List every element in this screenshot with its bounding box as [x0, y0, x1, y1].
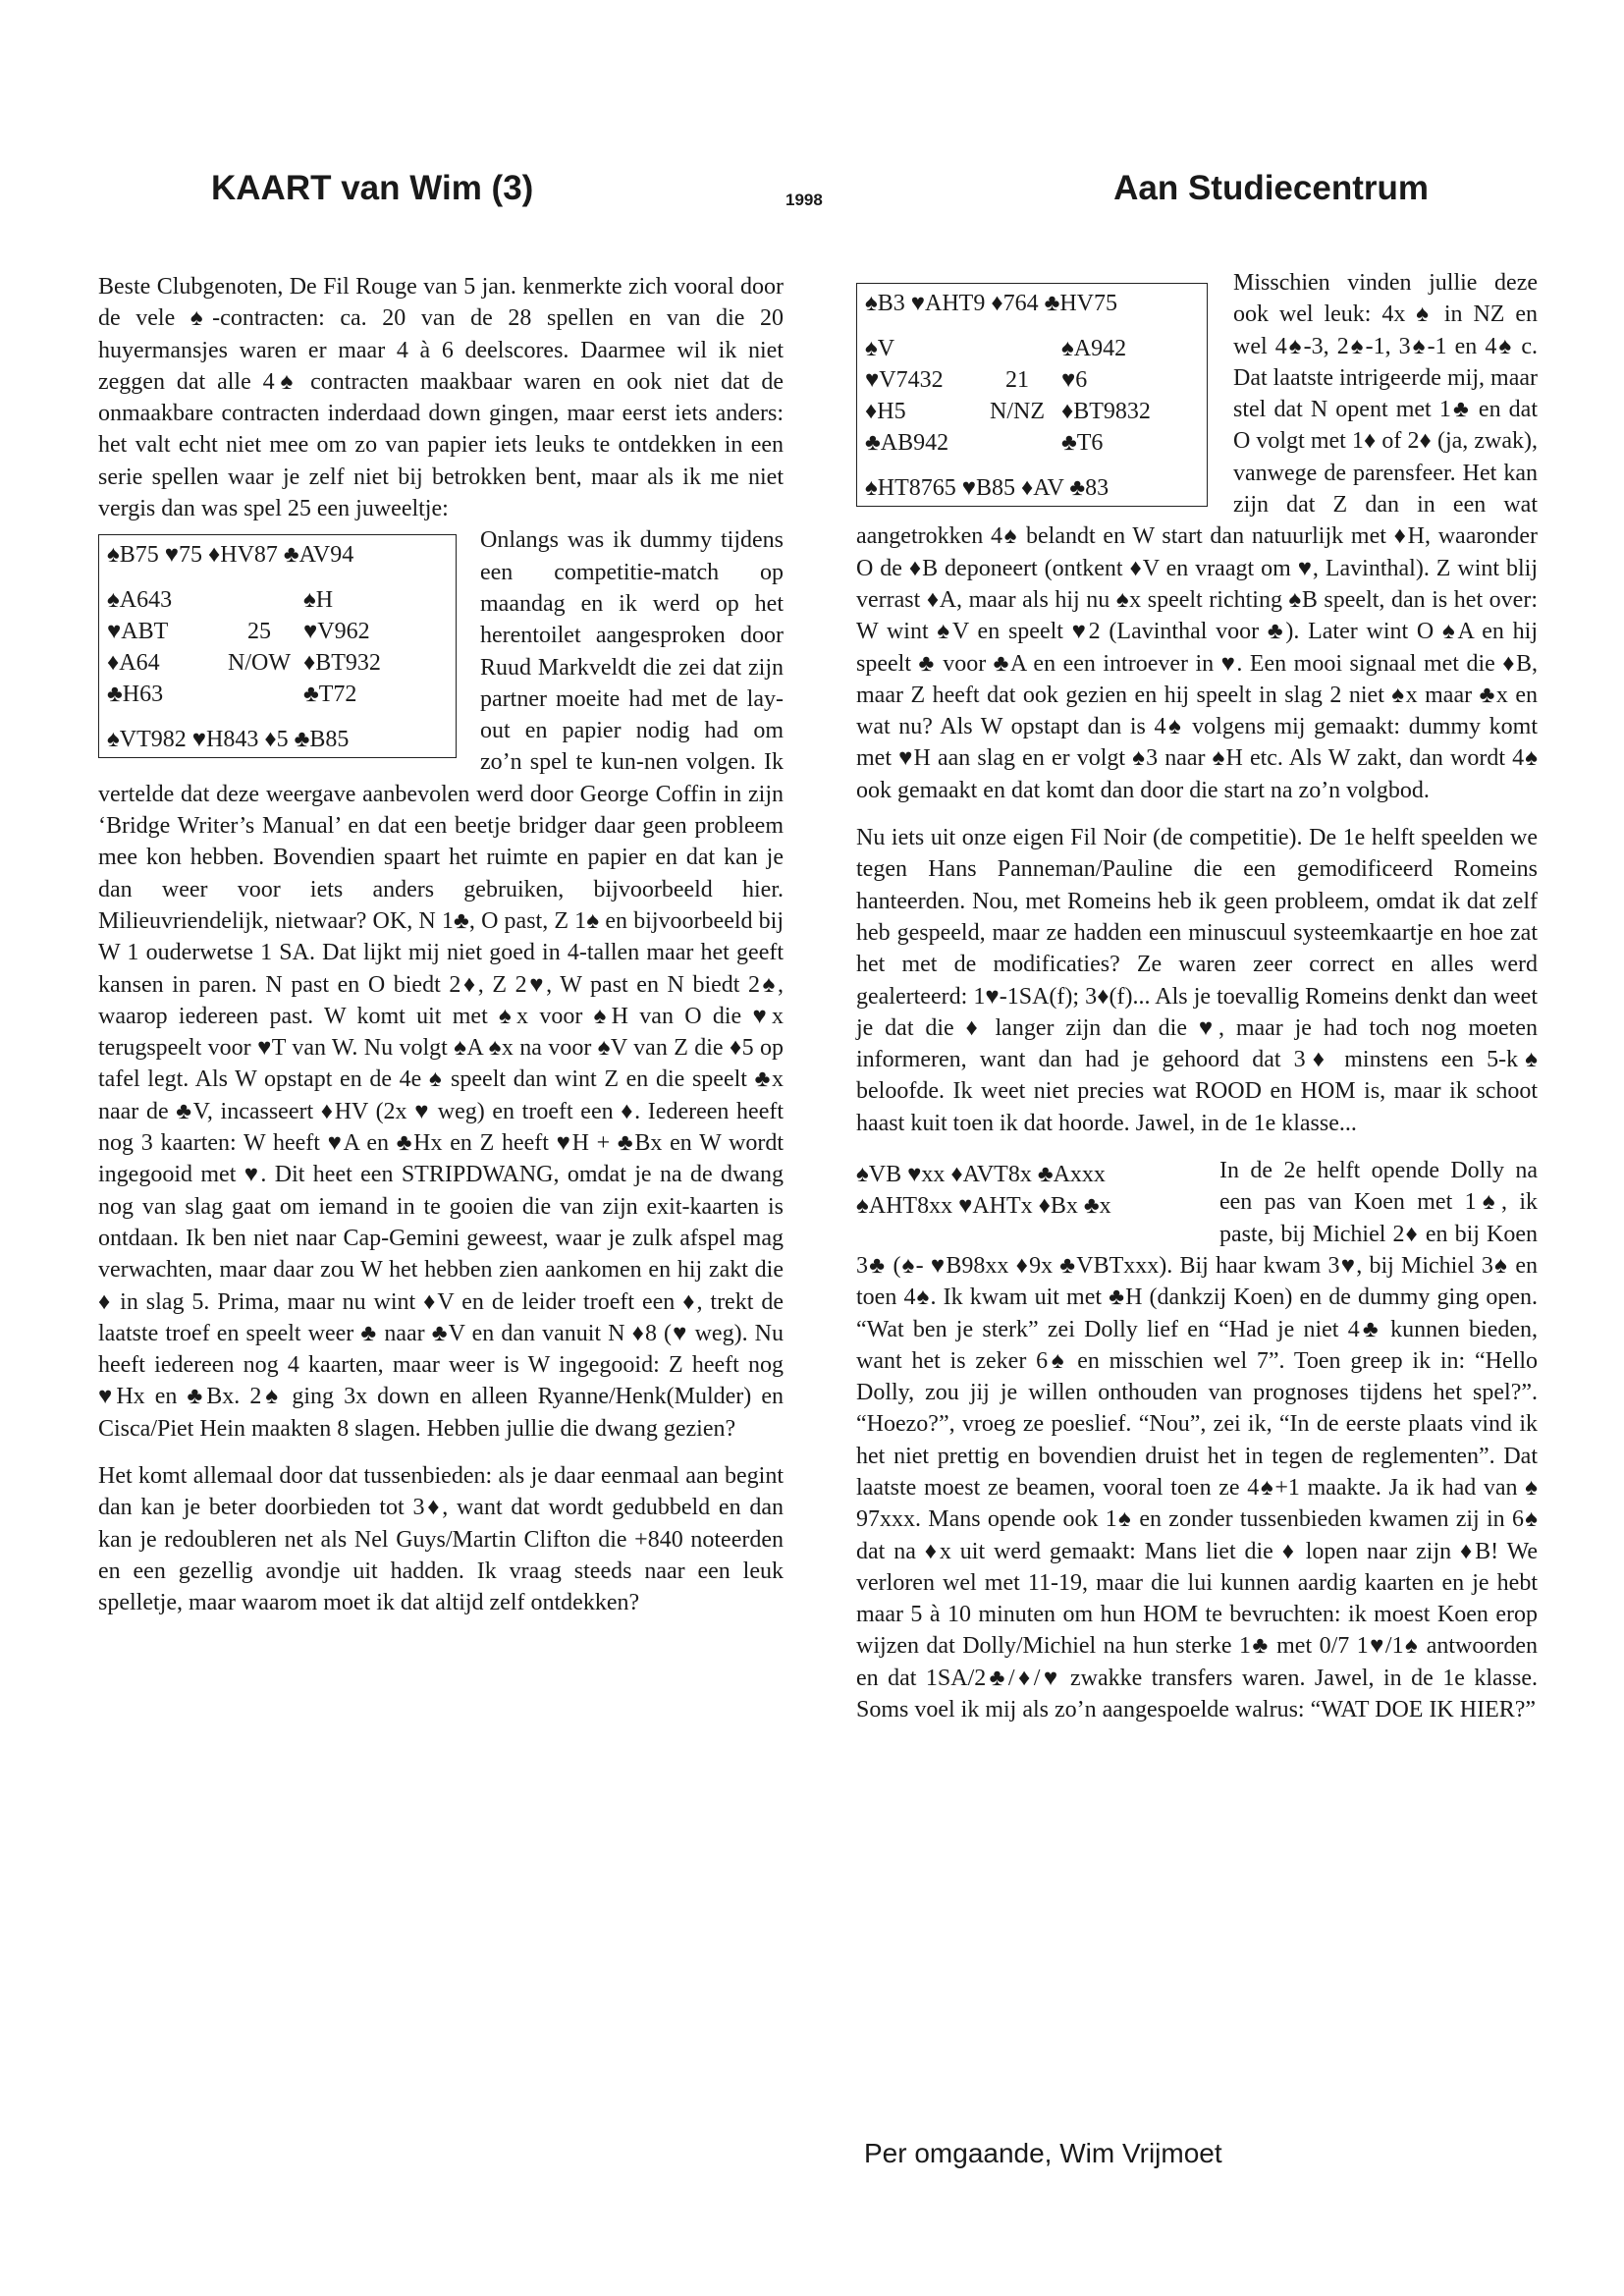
- right-paragraph-2: Nu iets uit onze eigen Fil Noir (de competitie). De 1e helft speelden we tegen Hans Panneman/Pauline die een gemodificeerd Romeins hanteerden. Nou, met Romeins heb ik geen probleem, omdat ik dat zelf heb gespeeld, maar ze hadden een minuscuul systeemkaartje en hoe zat het met de modificaties? Ze waren zeer correct en alles werd gealerteerd: 1♥-1SA(f); 3♦(f)... Als je toevallig Romeins denkt dan weet je dat die ♦ langer zijn dan die ♥, maar je had toch nog moeten informeren, want dan had je gehoord dat 3♦ minstens een 5-k♠ beloofde. Ik weet niet precies wat ROOD en HOM is, maar ik schoot haast kuit toen ik dat hoorde. Jawel, in de 1e klasse...: [856, 825, 1538, 1136]
- hand-line-1: ♠VB ♥xx ♦AVT8x ♣Axxx: [856, 1162, 1106, 1188]
- right-paragraph-1: Misschien vinden jullie deze ook wel leuk: 4x ♠ in NZ en wel 4♠-3, 2♠-1, 3♠-1 en 4♠ c. Dat laatste intrigeerde mij, maar stel dat N opent met 1♣ en dat O volgt met 1♦ of 2♦ (ja, zwak), vanwege de parensfeer. Het kan zijn dat Z dan in een wat aangetrokken 4♠ belandt en W start dan natuurlijk met ♦H, waaronder O de ♦B deponeert (ontkent ♦V en vraagt om ♥, Lavinthal). Z wint blij verrast ♦A, maar als hij nu ♠x speelt richting ♠B speelt, dan is het over: W wint ♠V en speelt ♥2 (Lavinthal voor ♣). Later wint O ♠A en hij speelt ♣ voor ♣A en een introever in ♥. Een mooi signaal met die ♦B, maar Z heeft dat ook gezien en hij speelt in slag 2 niet ♠x maar ♣x en wat nu? Als W opstapt dan is 4♠ volgens mij gemaakt: dummy komt met ♥H aan slag en er volgt ♠3 naar ♠H etc. Als W zakt, dan wordt 4♠ ook gemaakt en dat komt dan door die start na zo’n volgbod.: [856, 270, 1538, 803]
- deal-south: ♠VT982 ♥H843 ♦5 ♣B85: [107, 727, 350, 753]
- deal-center: [973, 333, 1061, 364]
- closing-paragraph: Het komt allemaal door dat tussenbieden: als je daar eenmaal aan begint dan kan je beter doorbieden tot 3♦, want dat wordt gedubbeld en dan kan je redoubleren net als Nel Guys/Martin Clifton die +840 noteerden en een gezellig avondje uit hadden. Ik vraag steeds naar een leuk spelletje, maar waarom moet ik dat altijd zelf ontdekken?: [98, 1462, 784, 1616]
- deal-center: [215, 584, 303, 616]
- deal-east-clubs: ♣T6: [1061, 430, 1104, 456]
- deal-west-clubs: ♣AB942: [865, 430, 949, 456]
- deal-east-clubs: ♣T72: [303, 682, 357, 708]
- right-paragraph-3: In de 2e helft opende Dolly na een pas van Koen met 1♠, ik paste, bij Michiel 2♦ en bij Koen 3♣ (♠- ♥B98xx ♦9x ♣VBTxxx). Bij haar kwam 3♥, bij Michiel 3♠ en toen 4♠. Ik kwam uit met ♣H (dankzij Koen) en de dummy ging open. “Wat ben je sterk” zei Dolly lief en “Had je niet 4♣ kunnen bieden, want het is zeker 6♠ en misschien wel 7”. Toen greep ik in: “Hello Dolly, zou jij je willen onthouden van prognoses tijdens het spel?”. “Hoezo?”, vroeg ze poeslief. “Nou”, zei ik, “In de eerste plaats vind ik het niet prettig en bovendien druist het in tegen de reglementen”. Dat laatste moest ze beamen, vooral toen ze 4♠+1 maakte. Ja ik had van ♠ 97xxx. Mans opende ook 1♠ en zonder tussenbieden kwamen zij in 6♠ dat na ♦x uit werd gemaakt: Mans liet die ♦ lopen naar zijn ♦B! We verloren wel met 11-19, maar die lui kunnen aardig kaarten en je hebt maar 5 à 10 minuten om hun HOM te bevruchten: ik moest Koen erop wijzen dat Dolly/Michiel na hun sterke 1♣ met 0/7 1♥/1♠ antwoorden en dat 1SA/2♣/♦/♥ zwakke transfers waren. Jawel, in de 1e klasse. Soms voel ik mij als zo’n aangespoelde walrus: “WAT DOE IK HIER?”: [856, 1158, 1538, 1723]
- deal-north: ♠B3 ♥AHT9 ♦764 ♣HV75: [865, 291, 1117, 316]
- deal-east-hearts: ♥6: [1061, 367, 1088, 393]
- deal-number: 25: [247, 619, 271, 645]
- deal-west-spades: ♠V: [865, 336, 895, 361]
- deal-west-diamonds: ♦A64: [107, 650, 160, 677]
- left-column: [98, 271, 784, 1618]
- deal-number: 21: [1005, 367, 1029, 393]
- intro-paragraph: Beste Clubgenoten, De Fil Rouge van 5 jan. kenmerkte zich vooral door de vele ♠-contracten: ca. 20 van de 28 spellen en van die 20 huyermansjes waren er maar 4 à 6 deelscores. Daarmee wil ik niet zeggen dat alle 4♠ contracten maakbaar waren en ook niet dat de onmaakbare contracten inderdaad down gingen, maar eerst iets anders: het valt echt niet mee om zo van papier iets leuks te ontdekken in een serie spellen waar je zelf niet bij betrokken bent, maar als ik me niet vergis dan was spel 25 een juweeltje:: [98, 274, 784, 522]
- signature: Per omgaande, Wim Vrijmoet: [864, 2138, 1222, 2168]
- deal-row: [865, 396, 1199, 427]
- page-header: [211, 169, 1429, 228]
- deal-row: [107, 679, 448, 710]
- deal-west-hearts: ♥ABT: [107, 619, 169, 645]
- deal-center: [973, 427, 1061, 459]
- deal-east-spades: ♠A942: [1061, 336, 1127, 361]
- hands-paragraph: [856, 1155, 1538, 1725]
- deal-row: [107, 584, 448, 616]
- header-recipient: Aan Studiecentrum: [1113, 169, 1429, 207]
- deal-row: [865, 364, 1199, 396]
- deal-row: [865, 333, 1199, 364]
- inline-hands: [856, 1159, 1210, 1223]
- deal-dealer-vuln: N/OW: [228, 650, 291, 677]
- hand-line-2: ♠AHT8xx ♥AHTx ♦Bx ♣x: [856, 1193, 1111, 1220]
- header-year: 1998: [785, 191, 823, 209]
- deal-diagram-25: [98, 534, 457, 758]
- deal-east-diamonds: ♦BT932: [303, 650, 381, 677]
- deal-center: [215, 679, 303, 710]
- right-column: [856, 267, 1538, 1725]
- header-title: KAART van Wim (3): [211, 169, 534, 207]
- deal-west-hearts: ♥V7432: [865, 367, 944, 393]
- deal-south: ♠HT8765 ♥B85 ♦AV ♣83: [865, 475, 1110, 501]
- deal-west-diamonds: ♦H5: [865, 399, 906, 424]
- deal-west-spades: ♠A643: [107, 587, 173, 614]
- deal-row: [107, 616, 448, 647]
- deal-east-spades: ♠H: [303, 587, 334, 614]
- deal-row: [865, 427, 1199, 459]
- deal-dealer-vuln: N/NZ: [990, 399, 1045, 424]
- body-paragraph: Onlangs was ik dummy tijdens een competitie-match op maandag en ik werd op het herentoilet aangesproken door Ruud Markveldt die zei dat zijn partner moeite had met de lay-out en papier nodig had om zo’n spel te kun-nen volgen. Ik vertelde dat deze weergave aanbevolen werd door George Coffin in zijn ‘Bridge Writer’s Manual’ en dat een beetje bridger daar geen probleem mee kon hebben. Bovendien spaart het ruimte en papier en dat kan je dan weer voor iets anders gebruiken, bijvoorbeeld hier. Milieuvriendelijk, nietwaar? OK, N 1♣, O past, Z 1♠ en bijvoorbeeld bij W 1 ouderwetse 1 SA. Dat lijkt mij niet goed in 4-tallen maar het geeft kansen in paren. N past en O biedt 2♦, Z 2♥, W past en N biedt 2♠, waarop iedereen past. W komt uit met ♠x voor ♠H van O die ♥x terugspeelt voor ♥T van W. Nu volgt ♠A ♠x na voor ♠V van Z die ♦5 op tafel legt. Als W opstapt en de 4e ♠ speelt dan wint Z en die speelt ♣x naar de ♣V, incasseert ♦HV (2x ♥ weg) en troeft een ♦. Iedereen heeft nog 3 kaarten: W heeft ♥A en ♣Hx en Z heeft ♥H + ♣Bx en W wordt ingegooid met ♥. Dit heet een STRIPDWANG, omdat je na de dwang nog van slag gaat om iemand in te gooien die van zijn exit-kaarten is ontdaan. Ik ben niet naar Cap-Gemini geweest, waar je zulk afspel mag verwachten, maar daar zou W het hebben zien aankomen en hij zakt die ♦ in slag 5. Prima, maar nu wint ♦V en de leider troeft een ♦, trekt de laatste troef en speelt weer ♣ naar ♣V en dan vanuit N ♦8 (♥ weg). Nu heeft iedereen nog 4 kaarten, maar weer is W ingegooid: Z heeft nog ♥Hx en ♣Bx. 2♠ ging 3x down en alleen Ryanne/Henk(Mulder) en Cisca/Piet Hein maakten 8 slagen. Hebben jullie die dwang gezien?: [98, 527, 784, 1442]
- deal-diagram-21: [856, 283, 1208, 507]
- deal-west-clubs: ♣H63: [107, 682, 164, 708]
- deal-row: [107, 647, 448, 679]
- deal-north: ♠B75 ♥75 ♦HV87 ♣AV94: [107, 542, 354, 569]
- deal-east-diamonds: ♦BT9832: [1061, 399, 1151, 424]
- deal-east-hearts: ♥V962: [303, 619, 370, 645]
